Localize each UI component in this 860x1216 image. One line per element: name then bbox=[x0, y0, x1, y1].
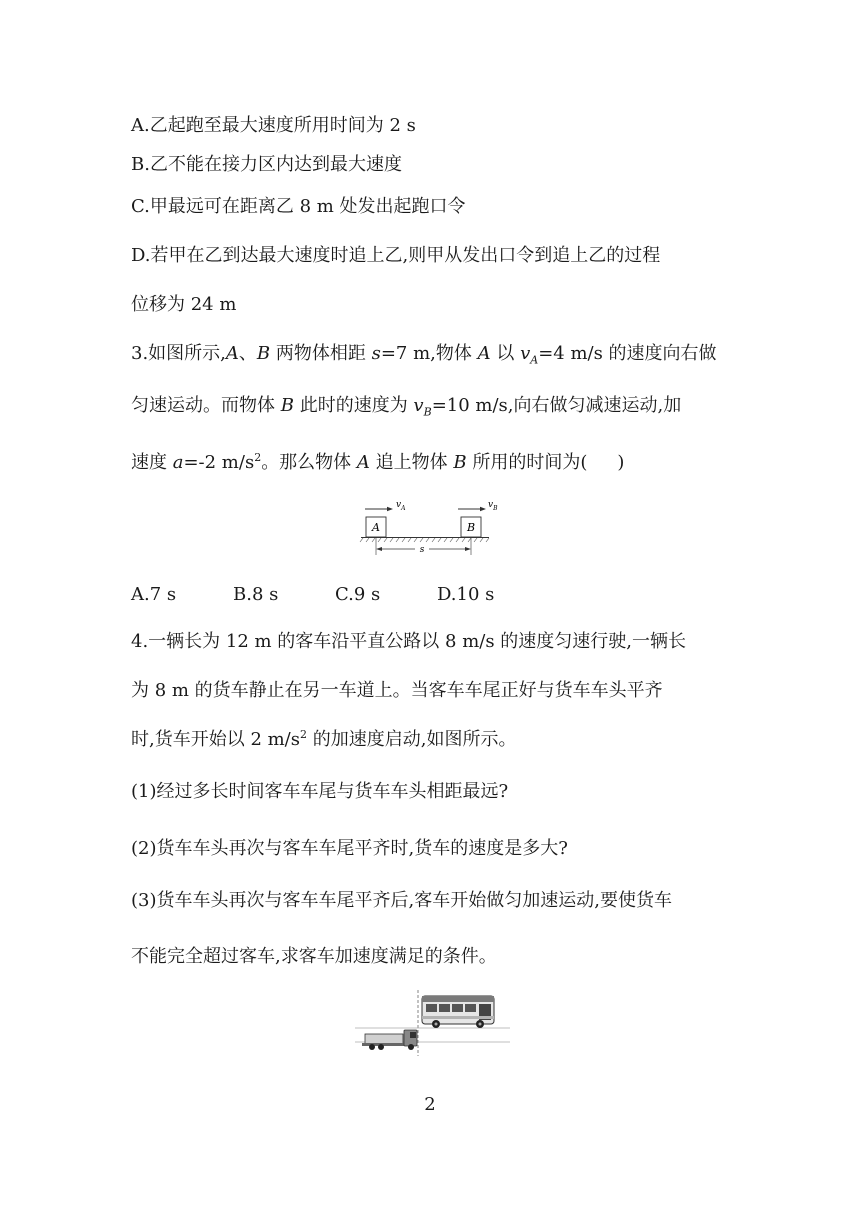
q3-fig-block-a-label: A bbox=[372, 521, 380, 534]
q2-option-b: B.乙不能在接力区内达到最大速度 bbox=[131, 154, 402, 175]
q4-sub-question-3-continued: 不能完全超过客车,求客车加速度满足的条件。 bbox=[131, 946, 497, 967]
q2-option-d: D.若甲在乙到达最大速度时追上乙,则甲从发出口令到追上乙的过程 bbox=[131, 245, 661, 266]
q3-option-c: C.9 s bbox=[335, 584, 381, 605]
q4-text-line2: 为 8 m 的货车静止在另一车道上。当客车车尾正好与货车车头平齐 bbox=[131, 680, 663, 701]
truck-icon bbox=[362, 1030, 417, 1050]
q4-sub-question-3: (3)货车车头再次与客车车尾平齐后,客车开始做匀加速运动,要使货车 bbox=[131, 890, 672, 911]
q4-text-line1: 4.一辆长为 12 m 的客车沿平直公路以 8 m/s 的速度匀速行驶,一辆长 bbox=[131, 631, 687, 652]
q3-text-line3: 速度 a=-2 $m/s^2$。那么物体 A 追上物体 B 所用的时间为( ) bbox=[131, 451, 625, 473]
q3-text-line1: 3.如图所示,A、B 两物体相距 s=7 m,物体 A 以 $v_A=4$ m/s 的速度向右做 bbox=[131, 343, 717, 367]
q3-text-line2: 匀速运动。而物体 B 此时的速度为 $v_B=10$ m/s,向右做匀减速运动,加 bbox=[131, 395, 682, 419]
q3-option-d: D.10 s bbox=[437, 584, 495, 605]
q4-figure bbox=[350, 990, 515, 1060]
q4-text-line3: 时,货车开始以 2 $m/s^2$ 的加速度启动,如图所示。 bbox=[131, 728, 517, 750]
q3-fig-block-b-label: B bbox=[466, 521, 476, 534]
bus-icon bbox=[422, 996, 494, 1028]
q3-figure bbox=[355, 494, 505, 556]
q2-option-c: C.甲最远可在距离乙 8 m 处发出起跑口令 bbox=[131, 196, 466, 217]
q3-fig-vb-label: $v_B$ bbox=[488, 500, 498, 512]
q3-fig-distance-label: s bbox=[419, 545, 425, 555]
q3-fig-va-label: $v_A$ bbox=[396, 500, 406, 512]
q2-option-a: A.乙起跑至最大速度所用时间为 2 s bbox=[131, 115, 416, 136]
q4-sub-question-1: (1)经过多长时间客车车尾与货车车头相距最远? bbox=[131, 781, 509, 802]
q3-option-a: A.7 s bbox=[131, 584, 177, 605]
q4-sub-question-2: (2)货车车头再次与客车车尾平齐时,货车的速度是多大? bbox=[131, 838, 568, 859]
q2-option-d-continued: 位移为 24 m bbox=[131, 294, 237, 315]
page-number: 2 bbox=[424, 1094, 436, 1115]
q3-option-b: B.8 s bbox=[233, 584, 279, 605]
